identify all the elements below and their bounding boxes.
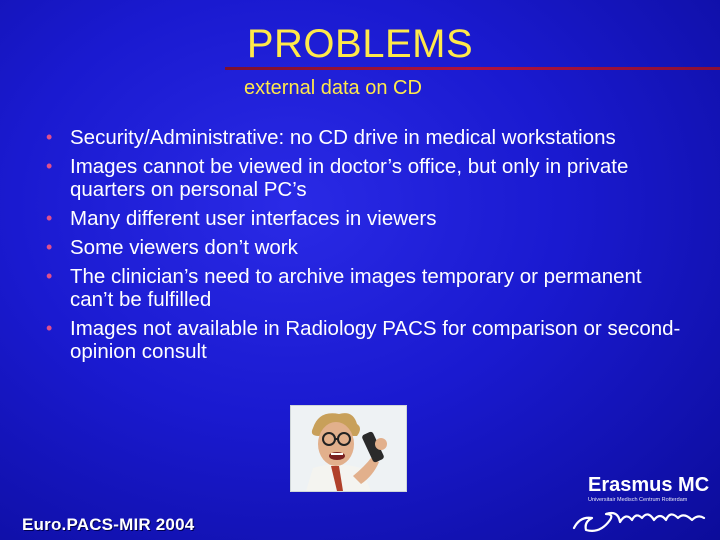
- bullet-dot-icon: •: [46, 127, 53, 147]
- bullet-list: [46, 126, 686, 369]
- frustrated-man-with-phone-picture: [290, 405, 407, 492]
- erasmus-signature-icon: [570, 498, 710, 536]
- bullet-item: [46, 155, 686, 201]
- bullet-item: [46, 207, 686, 230]
- bullet-item: [46, 265, 686, 311]
- bullet-item: [46, 317, 686, 363]
- bullet-text: Many different user interfaces in viewers: [70, 207, 437, 230]
- bullet-text: Images cannot be viewed in doctor’s office, but only in private quarters on personal PC’s: [70, 155, 629, 201]
- bullet-text: Images not available in Radiology PACS for comparison or second-opinion consult: [70, 317, 681, 363]
- logo-tagline: Universitair Medisch Centrum Rotterdam: [588, 497, 688, 503]
- bullet-dot-icon: •: [46, 237, 53, 257]
- bullet-item: [46, 126, 686, 149]
- footer-label: Euro.PACS-MIR 2004: [22, 515, 195, 534]
- title-divider: [225, 67, 720, 70]
- bullet-dot-icon: •: [46, 156, 53, 176]
- bullet-text: The clinician’s need to archive images temporary or permanent can’t be fulfilled: [70, 265, 642, 311]
- slide-title: PROBLEMS: [246, 22, 474, 66]
- logo-name: Erasmus MC: [588, 474, 710, 496]
- frustrated-man-with-phone-icon: [291, 406, 406, 491]
- bullet-dot-icon: •: [46, 208, 53, 228]
- bullet-dot-icon: •: [46, 266, 53, 286]
- bullet-text: Security/Administrative: no CD drive in medical workstations: [70, 126, 616, 149]
- erasmus-mc-logo: [570, 472, 710, 536]
- bullet-dot-icon: •: [46, 318, 53, 338]
- bullet-item: [46, 236, 686, 259]
- slide-subtitle: external data on CD: [244, 77, 422, 99]
- bullet-text: Some viewers don’t work: [70, 236, 298, 259]
